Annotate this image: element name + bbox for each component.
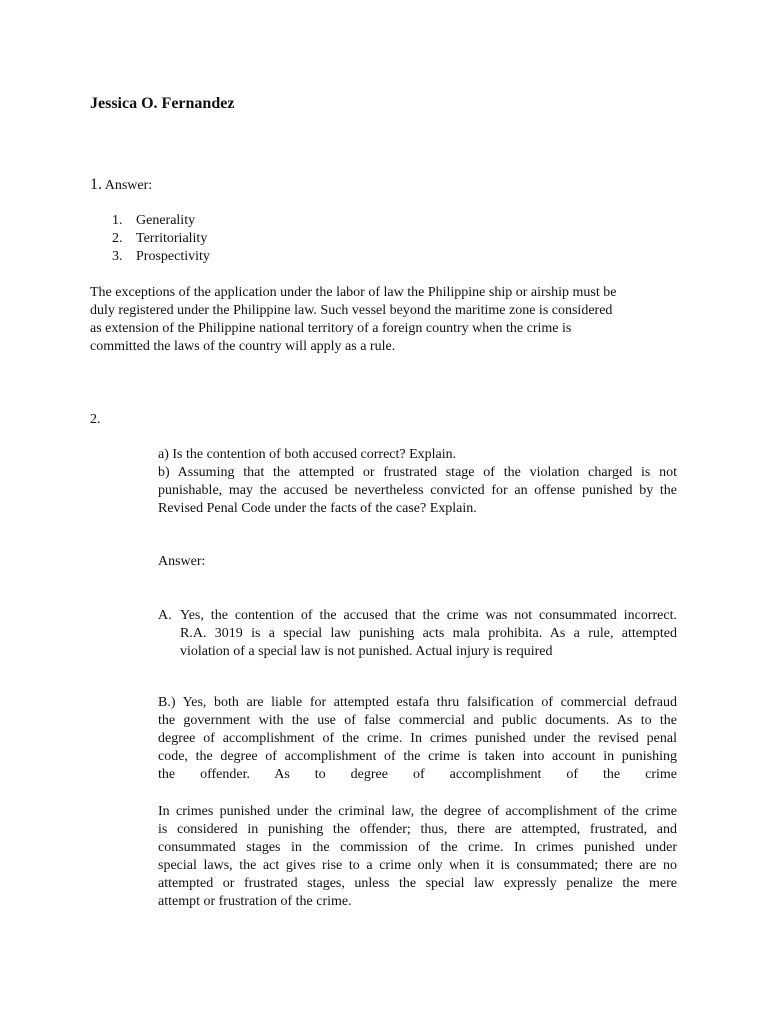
- question-1-number: 1.: [90, 176, 102, 193]
- answer-b: B.) Yes, both are liable for attempted estafa thru falsification of commercial defraud the government with the use of false commercial and public documents. As to the degree of accomplishment of the crime. In crimes punished under the revised penal code, the degree of accomplishment of the crime is taken into account in punishing the offender. As to degree of accomplishment of the crime: [158, 695, 677, 782]
- list-item: 2. Territoriality: [112, 231, 208, 246]
- answer-a-label: A.: [158, 608, 172, 623]
- principles-list: [112, 212, 210, 266]
- final-paragraph: In crimes punished under the criminal law, the degree of accomplishment of the crime is considered in punishing the offender; thus, there are attempted, frustrated, and consummated stages in the commission of the crime. In crimes punished under special laws, the act gives rise to a crime only when it is consummated; there are no attempted or frustrated stages, unless the special law expressly penalize the mere attempt or frustration of the crime.: [158, 804, 677, 909]
- question-1-paragraph: The exceptions of the application under the labor of law the Philippine ship or airship must be duly registered under the Philippine law. Such vessel beyond the maritime zone is considered as extension of the Philippine national territory of a foreign country when the crime is committed the laws of the country will apply as a rule.: [90, 285, 617, 354]
- list-item: 1. Generality: [112, 213, 196, 228]
- question-2-prompts: a) Is the contention of both accused correct? Explain. b) Assuming that the attempted or frustrated stage of the violation charged is not punishable, may the accused be nevertheless convicted for an offense punished by the Revised Penal Code under the facts of the case? Explain.: [158, 447, 677, 516]
- question-1-heading: [90, 175, 152, 196]
- question-2-number: 2.: [90, 412, 101, 427]
- question-2a: a) Is the contention of both accused correct? Explain.: [158, 447, 457, 462]
- author-name: Jessica O. Fernandez: [90, 95, 235, 112]
- question-2-answer-label: Answer:: [158, 554, 206, 569]
- question-1-answer-label: Answer:: [104, 178, 153, 193]
- answer-a: A. Yes, the contention of the accused that the crime was not consummated incorrect. R.A. 3019 is a special law punishing acts mala prohibita. As a rule, attempted violation of a special law is not punished. Actual injury is required: [158, 608, 677, 659]
- list-item: 3. Prospectivity: [112, 249, 210, 264]
